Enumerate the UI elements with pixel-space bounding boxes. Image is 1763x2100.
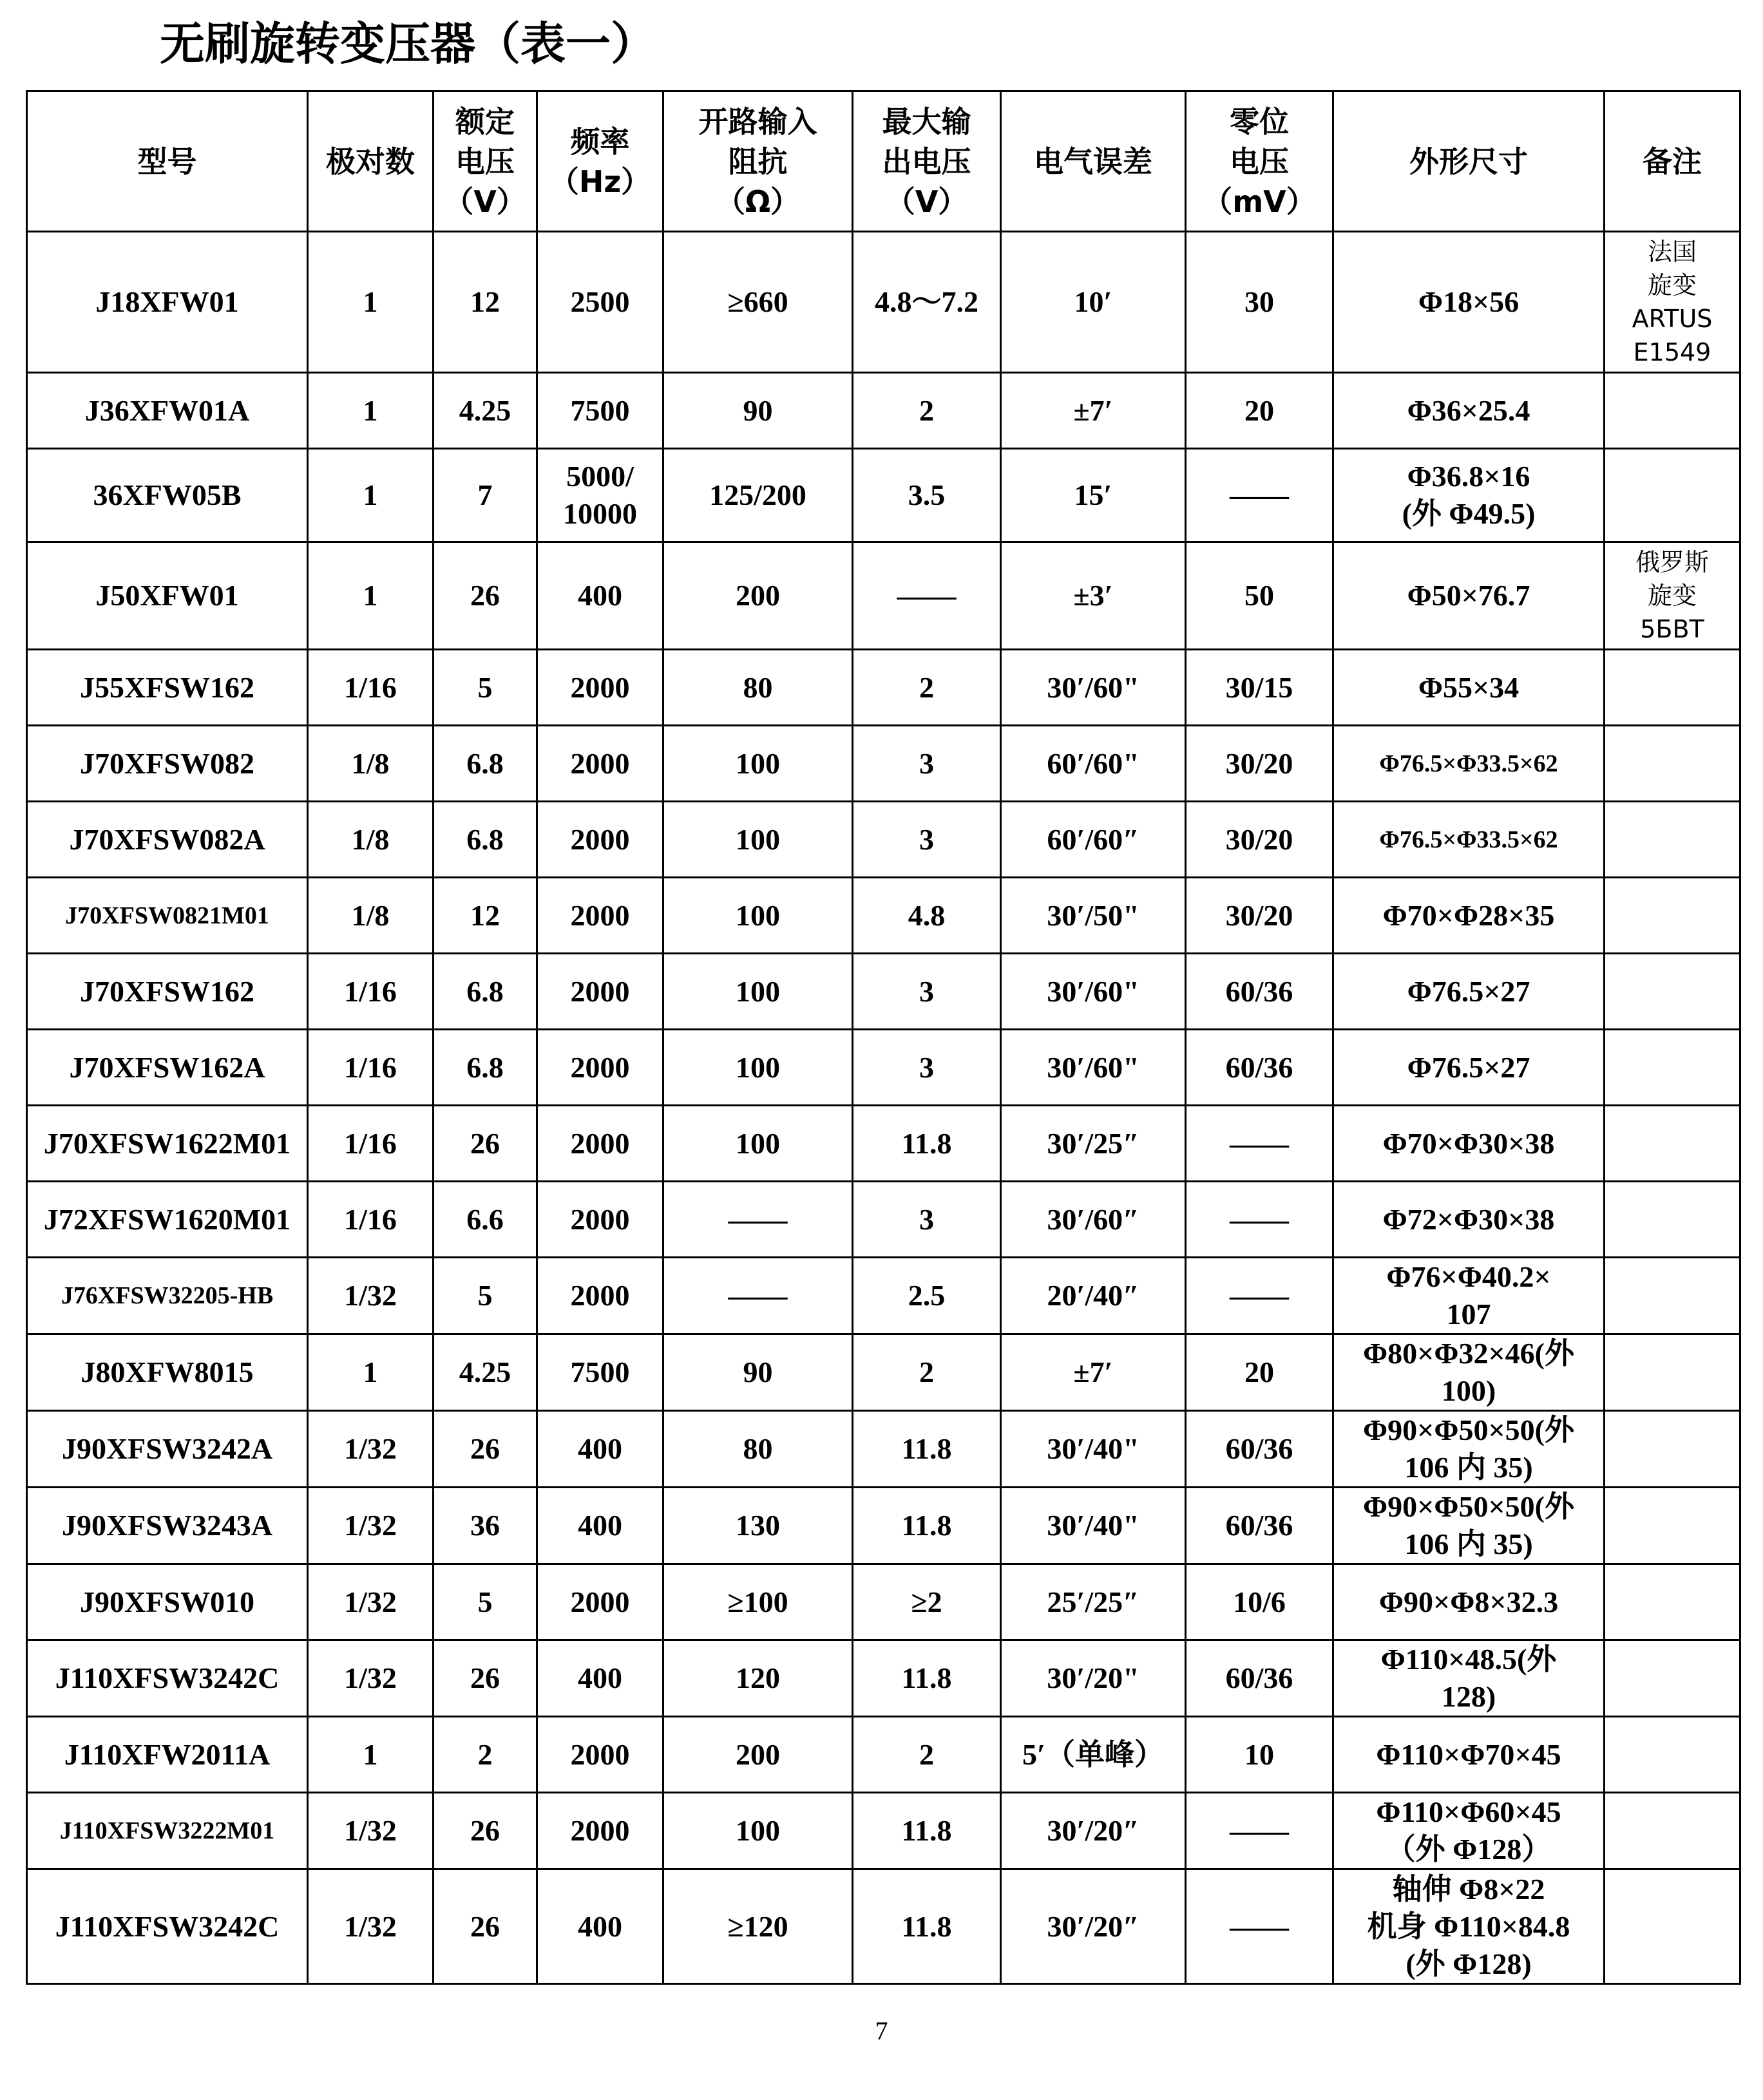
cell-model: J76XFSW32205-HB bbox=[27, 1258, 308, 1334]
cell-frequency: 2000 bbox=[537, 1182, 663, 1258]
cell-electrical-error: 30′/20″ bbox=[1001, 1793, 1186, 1869]
cell-pole-pairs: 1 bbox=[308, 1334, 434, 1411]
cell-rated-voltage: 2 bbox=[434, 1717, 537, 1793]
cell-electrical-error: 30′/60" bbox=[1001, 954, 1186, 1030]
cell-rated-voltage: 26 bbox=[434, 1869, 537, 1984]
cell-input-impedance: 200 bbox=[663, 1717, 853, 1793]
cell-frequency: 7500 bbox=[537, 373, 663, 449]
cell-electrical-error: 30′/40" bbox=[1001, 1488, 1186, 1564]
cell-model: J18XFW01 bbox=[27, 232, 308, 373]
cell-pole-pairs: 1 bbox=[308, 449, 434, 542]
cell-model: J110XFSW3222M01 bbox=[27, 1793, 308, 1869]
cell-frequency: 7500 bbox=[537, 1334, 663, 1411]
cell-input-impedance: 120 bbox=[663, 1640, 853, 1717]
cell-electrical-error: 10′ bbox=[1001, 232, 1186, 373]
cell-dimensions: Φ110×Φ70×45 bbox=[1333, 1717, 1605, 1793]
cell-model: J110XFW2011A bbox=[27, 1717, 308, 1793]
table-row bbox=[27, 373, 1740, 449]
cell-pole-pairs: 1/8 bbox=[308, 802, 434, 878]
table-row bbox=[27, 1411, 1740, 1488]
cell-electrical-error: 25′/25″ bbox=[1001, 1564, 1186, 1640]
page-number: 7 bbox=[875, 2016, 888, 2045]
cell-rated-voltage: 6.8 bbox=[434, 954, 537, 1030]
cell-null-voltage: 30/15 bbox=[1186, 650, 1333, 726]
cell-dimensions: Φ76.5×Φ33.5×62 bbox=[1333, 726, 1605, 802]
cell-remarks bbox=[1605, 1717, 1740, 1793]
cell-null-voltage: 60/36 bbox=[1186, 1411, 1333, 1488]
cell-max-output-voltage: 3 bbox=[853, 1030, 1001, 1106]
cell-electrical-error: 20′/40″ bbox=[1001, 1258, 1186, 1334]
cell-dimensions: Φ80×Φ32×46(外 100) bbox=[1333, 1334, 1605, 1411]
cell-dimensions: Φ55×34 bbox=[1333, 650, 1605, 726]
cell-rated-voltage: 5 bbox=[434, 1258, 537, 1334]
cell-rated-voltage: 4.25 bbox=[434, 1334, 537, 1411]
cell-model: J70XFSW0821M01 bbox=[27, 878, 308, 954]
cell-rated-voltage: 7 bbox=[434, 449, 537, 542]
cell-remarks bbox=[1605, 449, 1740, 542]
cell-rated-voltage: 26 bbox=[434, 1793, 537, 1869]
cell-max-output-voltage: 11.8 bbox=[853, 1640, 1001, 1717]
table-row bbox=[27, 1640, 1740, 1717]
cell-null-voltage: —— bbox=[1186, 1182, 1333, 1258]
table-row bbox=[27, 1106, 1740, 1182]
cell-frequency: 2000 bbox=[537, 1564, 663, 1640]
cell-max-output-voltage: 3 bbox=[853, 954, 1001, 1030]
cell-electrical-error: 15′ bbox=[1001, 449, 1186, 542]
header-frequency: 频率 （Hz） bbox=[537, 91, 663, 232]
cell-frequency: 400 bbox=[537, 1488, 663, 1564]
cell-max-output-voltage: 2 bbox=[853, 650, 1001, 726]
cell-input-impedance: 80 bbox=[663, 650, 853, 726]
cell-frequency: 2500 bbox=[537, 232, 663, 373]
table-row bbox=[27, 1258, 1740, 1334]
cell-electrical-error: 5′（单峰） bbox=[1001, 1717, 1186, 1793]
cell-null-voltage: 20 bbox=[1186, 1334, 1333, 1411]
cell-null-voltage: —— bbox=[1186, 1869, 1333, 1984]
table-row bbox=[27, 1182, 1740, 1258]
cell-dimensions: Φ76.5×27 bbox=[1333, 1030, 1605, 1106]
cell-dimensions: Φ76.5×27 bbox=[1333, 954, 1605, 1030]
header-max-output-voltage: 最大输 出电压 （V） bbox=[853, 91, 1001, 232]
cell-dimensions: Φ90×Φ50×50(外 106 内 35) bbox=[1333, 1411, 1605, 1488]
cell-model: J55XFSW162 bbox=[27, 650, 308, 726]
specs-table bbox=[26, 90, 1741, 1985]
cell-rated-voltage: 12 bbox=[434, 232, 537, 373]
cell-input-impedance: ≥100 bbox=[663, 1564, 853, 1640]
cell-frequency: 2000 bbox=[537, 726, 663, 802]
cell-remarks bbox=[1605, 1564, 1740, 1640]
cell-model: J90XFSW010 bbox=[27, 1564, 308, 1640]
cell-null-voltage: 30/20 bbox=[1186, 802, 1333, 878]
cell-max-output-voltage: 11.8 bbox=[853, 1793, 1001, 1869]
cell-dimensions: 轴伸 Φ8×22 机身 Φ110×84.8 (外 Φ128) bbox=[1333, 1869, 1605, 1984]
table-row bbox=[27, 802, 1740, 878]
cell-pole-pairs: 1/16 bbox=[308, 1030, 434, 1106]
cell-null-voltage: 30/20 bbox=[1186, 878, 1333, 954]
cell-pole-pairs: 1 bbox=[308, 232, 434, 373]
cell-electrical-error: 30′/60" bbox=[1001, 650, 1186, 726]
table-row bbox=[27, 1717, 1740, 1793]
cell-max-output-voltage: 2 bbox=[853, 373, 1001, 449]
cell-electrical-error: 30′/60" bbox=[1001, 1030, 1186, 1106]
cell-frequency: 2000 bbox=[537, 1030, 663, 1106]
cell-null-voltage: 60/36 bbox=[1186, 1488, 1333, 1564]
cell-electrical-error: 60′/60″ bbox=[1001, 802, 1186, 878]
table-row bbox=[27, 726, 1740, 802]
cell-null-voltage: 10 bbox=[1186, 1717, 1333, 1793]
cell-dimensions: Φ50×76.7 bbox=[1333, 542, 1605, 650]
cell-max-output-voltage: 2.5 bbox=[853, 1258, 1001, 1334]
cell-electrical-error: 30′/40" bbox=[1001, 1411, 1186, 1488]
table-row bbox=[27, 232, 1740, 373]
cell-frequency: 2000 bbox=[537, 650, 663, 726]
cell-remarks bbox=[1605, 1182, 1740, 1258]
cell-null-voltage: 60/36 bbox=[1186, 1030, 1333, 1106]
cell-null-voltage: 10/6 bbox=[1186, 1564, 1333, 1640]
cell-rated-voltage: 6.6 bbox=[434, 1182, 537, 1258]
table-row bbox=[27, 878, 1740, 954]
cell-remarks bbox=[1605, 1030, 1740, 1106]
cell-max-output-voltage: ≥2 bbox=[853, 1564, 1001, 1640]
cell-pole-pairs: 1/16 bbox=[308, 954, 434, 1030]
cell-dimensions: Φ70×Φ28×35 bbox=[1333, 878, 1605, 954]
cell-input-impedance: 100 bbox=[663, 1793, 853, 1869]
cell-input-impedance: ≥120 bbox=[663, 1869, 853, 1984]
cell-remarks bbox=[1605, 373, 1740, 449]
cell-model: J90XFSW3243A bbox=[27, 1488, 308, 1564]
cell-max-output-voltage: 3.5 bbox=[853, 449, 1001, 542]
table-row bbox=[27, 650, 1740, 726]
cell-null-voltage: 30/20 bbox=[1186, 726, 1333, 802]
cell-max-output-voltage: 11.8 bbox=[853, 1488, 1001, 1564]
table-row bbox=[27, 542, 1740, 650]
cell-max-output-voltage: 2 bbox=[853, 1717, 1001, 1793]
cell-frequency: 2000 bbox=[537, 1106, 663, 1182]
cell-null-voltage: 60/36 bbox=[1186, 954, 1333, 1030]
cell-rated-voltage: 6.8 bbox=[434, 726, 537, 802]
cell-dimensions: Φ110×48.5(外 128) bbox=[1333, 1640, 1605, 1717]
cell-frequency: 400 bbox=[537, 1640, 663, 1717]
cell-max-output-voltage: 11.8 bbox=[853, 1869, 1001, 1984]
cell-null-voltage: —— bbox=[1186, 449, 1333, 542]
page-title: 无刷旋转变压器（表一） bbox=[160, 17, 656, 70]
cell-null-voltage: 50 bbox=[1186, 542, 1333, 650]
cell-dimensions: Φ76×Φ40.2× 107 bbox=[1333, 1258, 1605, 1334]
cell-model: 36XFW05B bbox=[27, 449, 308, 542]
table-row bbox=[27, 1488, 1740, 1564]
cell-input-impedance: ≥660 bbox=[663, 232, 853, 373]
cell-pole-pairs: 1/16 bbox=[308, 1106, 434, 1182]
cell-frequency: 2000 bbox=[537, 1717, 663, 1793]
cell-electrical-error: 30′/50" bbox=[1001, 878, 1186, 954]
cell-input-impedance: —— bbox=[663, 1182, 853, 1258]
cell-model: J110XFSW3242C bbox=[27, 1869, 308, 1984]
cell-frequency: 400 bbox=[537, 542, 663, 650]
cell-pole-pairs: 1/16 bbox=[308, 650, 434, 726]
cell-remarks bbox=[1605, 1793, 1740, 1869]
cell-max-output-voltage: 3 bbox=[853, 1182, 1001, 1258]
header-null-voltage: 零位 电压 （mV） bbox=[1186, 91, 1333, 232]
cell-electrical-error: 30′/25″ bbox=[1001, 1106, 1186, 1182]
cell-rated-voltage: 5 bbox=[434, 650, 537, 726]
cell-remarks bbox=[1605, 1411, 1740, 1488]
cell-remarks bbox=[1605, 954, 1740, 1030]
cell-input-impedance: 80 bbox=[663, 1411, 853, 1488]
cell-pole-pairs: 1/32 bbox=[308, 1488, 434, 1564]
cell-model: J72XFSW1620M01 bbox=[27, 1182, 308, 1258]
cell-input-impedance: 100 bbox=[663, 878, 853, 954]
cell-dimensions: Φ72×Φ30×38 bbox=[1333, 1182, 1605, 1258]
cell-dimensions: Φ110×Φ60×45 （外 Φ128） bbox=[1333, 1793, 1605, 1869]
cell-rated-voltage: 26 bbox=[434, 1640, 537, 1717]
cell-frequency: 2000 bbox=[537, 802, 663, 878]
cell-rated-voltage: 12 bbox=[434, 878, 537, 954]
cell-null-voltage: —— bbox=[1186, 1258, 1333, 1334]
cell-pole-pairs: 1/32 bbox=[308, 1564, 434, 1640]
cell-pole-pairs: 1/32 bbox=[308, 1411, 434, 1488]
cell-pole-pairs: 1/8 bbox=[308, 726, 434, 802]
cell-dimensions: Φ70×Φ30×38 bbox=[1333, 1106, 1605, 1182]
cell-pole-pairs: 1 bbox=[308, 1717, 434, 1793]
cell-dimensions: Φ36×25.4 bbox=[1333, 373, 1605, 449]
cell-remarks bbox=[1605, 802, 1740, 878]
cell-max-output-voltage: 4.8 bbox=[853, 878, 1001, 954]
header-pole-pairs: 极对数 bbox=[308, 91, 434, 232]
cell-electrical-error: 30′/60″ bbox=[1001, 1182, 1186, 1258]
table-row bbox=[27, 1793, 1740, 1869]
header-row bbox=[27, 91, 1740, 232]
cell-dimensions: Φ90×Φ50×50(外 106 内 35) bbox=[1333, 1488, 1605, 1564]
cell-model: J70XFSW082A bbox=[27, 802, 308, 878]
cell-remarks bbox=[1605, 726, 1740, 802]
cell-max-output-voltage: 11.8 bbox=[853, 1106, 1001, 1182]
cell-model: J70XFSW082 bbox=[27, 726, 308, 802]
cell-pole-pairs: 1/8 bbox=[308, 878, 434, 954]
cell-rated-voltage: 5 bbox=[434, 1564, 537, 1640]
cell-remarks bbox=[1605, 650, 1740, 726]
cell-frequency: 2000 bbox=[537, 1793, 663, 1869]
cell-input-impedance: 100 bbox=[663, 954, 853, 1030]
cell-electrical-error: ±3′ bbox=[1001, 542, 1186, 650]
cell-model: J36XFW01A bbox=[27, 373, 308, 449]
cell-electrical-error: ±7′ bbox=[1001, 373, 1186, 449]
cell-remarks bbox=[1605, 1488, 1740, 1564]
cell-rated-voltage: 36 bbox=[434, 1488, 537, 1564]
cell-remarks: 俄罗斯 旋变 5БВТ bbox=[1605, 542, 1740, 650]
cell-input-impedance: 100 bbox=[663, 1030, 853, 1106]
cell-electrical-error: 30′/20″ bbox=[1001, 1869, 1186, 1984]
cell-rated-voltage: 26 bbox=[434, 542, 537, 650]
header-input-impedance: 开路输入 阻抗 （Ω） bbox=[663, 91, 853, 232]
cell-rated-voltage: 26 bbox=[434, 1106, 537, 1182]
table-row bbox=[27, 1869, 1740, 1984]
cell-input-impedance: 100 bbox=[663, 1106, 853, 1182]
cell-max-output-voltage: 3 bbox=[853, 802, 1001, 878]
header-remarks: 备注 bbox=[1605, 91, 1740, 232]
cell-input-impedance: 200 bbox=[663, 542, 853, 650]
table-row bbox=[27, 1564, 1740, 1640]
cell-max-output-voltage: —— bbox=[853, 542, 1001, 650]
cell-electrical-error: 60′/60" bbox=[1001, 726, 1186, 802]
cell-input-impedance: —— bbox=[663, 1258, 853, 1334]
cell-remarks bbox=[1605, 878, 1740, 954]
cell-model: J90XFSW3242A bbox=[27, 1411, 308, 1488]
cell-null-voltage: 30 bbox=[1186, 232, 1333, 373]
cell-frequency: 2000 bbox=[537, 954, 663, 1030]
cell-pole-pairs: 1/32 bbox=[308, 1869, 434, 1984]
cell-frequency: 400 bbox=[537, 1869, 663, 1984]
cell-rated-voltage: 26 bbox=[434, 1411, 537, 1488]
cell-dimensions: Φ18×56 bbox=[1333, 232, 1605, 373]
cell-rated-voltage: 4.25 bbox=[434, 373, 537, 449]
cell-max-output-voltage: 4.8～7.2 bbox=[853, 232, 1001, 373]
cell-frequency: 2000 bbox=[537, 1258, 663, 1334]
cell-remarks: 法国 旋变 ARTUS E1549 bbox=[1605, 232, 1740, 373]
cell-remarks bbox=[1605, 1640, 1740, 1717]
cell-pole-pairs: 1 bbox=[308, 373, 434, 449]
cell-null-voltage: 20 bbox=[1186, 373, 1333, 449]
cell-input-impedance: 125/200 bbox=[663, 449, 853, 542]
cell-electrical-error: 30′/20" bbox=[1001, 1640, 1186, 1717]
cell-frequency: 2000 bbox=[537, 878, 663, 954]
cell-input-impedance: 100 bbox=[663, 726, 853, 802]
cell-dimensions: Φ90×Φ8×32.3 bbox=[1333, 1564, 1605, 1640]
cell-max-output-voltage: 11.8 bbox=[853, 1411, 1001, 1488]
cell-rated-voltage: 6.8 bbox=[434, 802, 537, 878]
cell-remarks bbox=[1605, 1258, 1740, 1334]
cell-remarks bbox=[1605, 1334, 1740, 1411]
table-row bbox=[27, 1030, 1740, 1106]
cell-dimensions: Φ36.8×16 (外 Φ49.5) bbox=[1333, 449, 1605, 542]
cell-pole-pairs: 1/32 bbox=[308, 1793, 434, 1869]
cell-rated-voltage: 6.8 bbox=[434, 1030, 537, 1106]
cell-model: J70XFSW1622M01 bbox=[27, 1106, 308, 1182]
header-rated-voltage: 额定 电压 （V） bbox=[434, 91, 537, 232]
cell-model: J70XFSW162 bbox=[27, 954, 308, 1030]
cell-null-voltage: 60/36 bbox=[1186, 1640, 1333, 1717]
cell-max-output-voltage: 3 bbox=[853, 726, 1001, 802]
cell-input-impedance: 90 bbox=[663, 373, 853, 449]
cell-input-impedance: 100 bbox=[663, 802, 853, 878]
table-row bbox=[27, 954, 1740, 1030]
cell-frequency: 400 bbox=[537, 1411, 663, 1488]
cell-model: J70XFSW162A bbox=[27, 1030, 308, 1106]
cell-null-voltage: —— bbox=[1186, 1793, 1333, 1869]
header-model: 型号 bbox=[27, 91, 308, 232]
cell-null-voltage: —— bbox=[1186, 1106, 1333, 1182]
header-electrical-error: 电气误差 bbox=[1001, 91, 1186, 232]
table-row bbox=[27, 1334, 1740, 1411]
cell-input-impedance: 130 bbox=[663, 1488, 853, 1564]
cell-remarks bbox=[1605, 1869, 1740, 1984]
header-dimensions: 外形尺寸 bbox=[1333, 91, 1605, 232]
cell-model: J80XFW8015 bbox=[27, 1334, 308, 1411]
cell-model: J110XFSW3242C bbox=[27, 1640, 308, 1717]
cell-pole-pairs: 1/32 bbox=[308, 1640, 434, 1717]
cell-remarks bbox=[1605, 1106, 1740, 1182]
cell-pole-pairs: 1/32 bbox=[308, 1258, 434, 1334]
cell-frequency: 5000/ 10000 bbox=[537, 449, 663, 542]
cell-pole-pairs: 1 bbox=[308, 542, 434, 650]
cell-dimensions: Φ76.5×Φ33.5×62 bbox=[1333, 802, 1605, 878]
cell-max-output-voltage: 2 bbox=[853, 1334, 1001, 1411]
cell-electrical-error: ±7′ bbox=[1001, 1334, 1186, 1411]
cell-pole-pairs: 1/16 bbox=[308, 1182, 434, 1258]
cell-model: J50XFW01 bbox=[27, 542, 308, 650]
cell-input-impedance: 90 bbox=[663, 1334, 853, 1411]
table-row bbox=[27, 449, 1740, 542]
